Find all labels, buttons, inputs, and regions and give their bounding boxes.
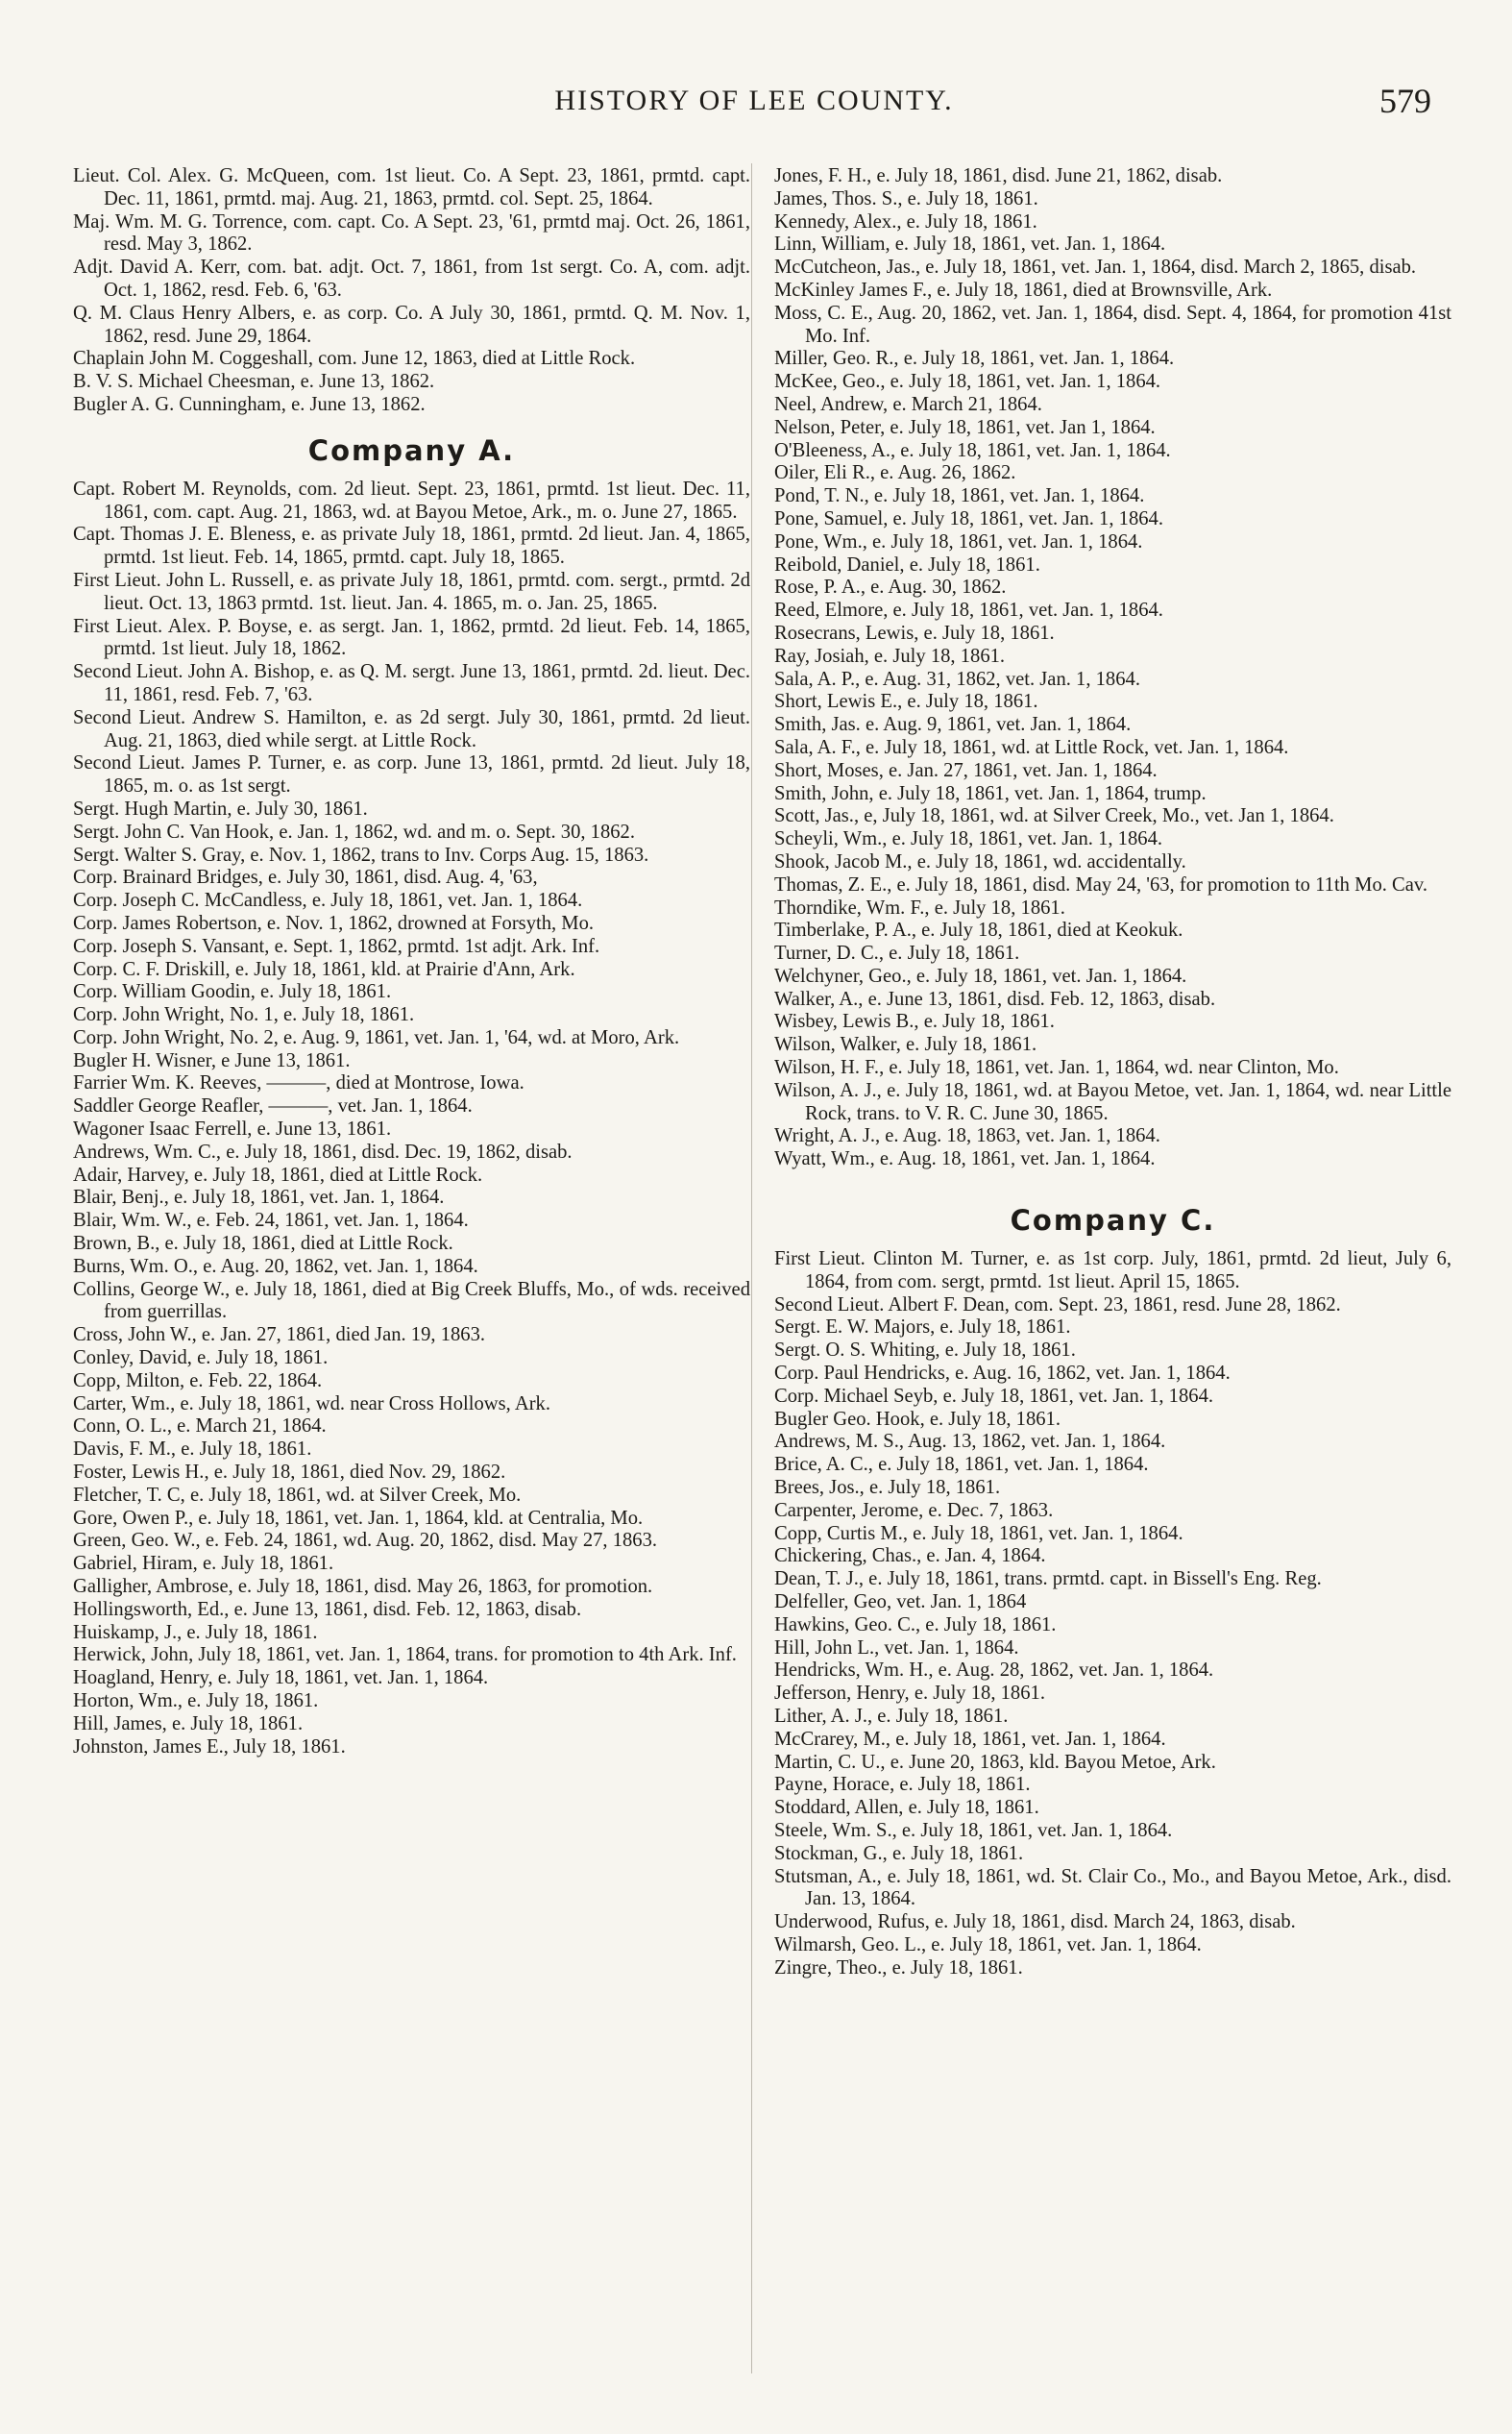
roster-entry: McCutcheon, Jas., e. July 18, 1861, vet. Jan. 1, 1864, disd. March 2, 1865, disab.: [774, 257, 1417, 279]
roster-entry: Thomas, Z. E., e. July 18, 1861, disd. May 24, '63, for promotion to 11th Mo. Cav.: [774, 873, 1428, 896]
roster-entry: Martin, C. U., e. June 20, 1863, kld. Bayou Metoe, Ark.: [774, 1751, 1216, 1773]
roster-entry: First Lieut. John L. Russell, e. as private July 18, 1861, prmtd. com. sergt., prmtd. 2d lieut. Oct. 13, 1863 prmtd. 1st. lieut. Jan. 4. 1865, m. o. Jan. 25, 1865.: [73, 569, 750, 614]
roster-entry: Reibold, Daniel, e. July 18, 1861.: [774, 553, 1040, 576]
roster-entry: Stockman, G., e. July 18, 1861.: [774, 1842, 1024, 1864]
roster-entry: Chickering, Chas., e. Jan. 4, 1864.: [774, 1545, 1046, 1567]
roster-entry: Zingre, Theo., e. July 18, 1861.: [774, 1956, 1023, 1979]
roster-entry: McCrarey, M., e. July 18, 1861, vet. Jan. 1, 1864.: [774, 1728, 1166, 1750]
running-title: HISTORY OF LEE COUNTY.: [554, 85, 954, 116]
roster-entry: Copp, Milton, e. Feb. 22, 1864.: [73, 1369, 323, 1391]
roster-entry: Welchyner, Geo., e. July 18, 1861, vet. Jan. 1, 1864.: [774, 965, 1187, 987]
roster-entry: Wright, A. J., e. Aug. 18, 1863, vet. Jan. 1, 1864.: [774, 1125, 1160, 1147]
roster-entry: Corp. William Goodin, e. July 18, 1861.: [73, 981, 392, 1003]
roster-entry: Hoagland, Henry, e. July 18, 1861, vet. Jan. 1, 1864.: [73, 1667, 489, 1689]
roster-entry: Adjt. David A. Kerr, com. bat. adjt. Oct. 7, 1861, from 1st sergt. Co. A, com. adjt. Oct. 1, 1862, resd. Feb. 6, '63.: [73, 257, 750, 301]
roster-entry: Short, Moses, e. Jan. 27, 1861, vet. Jan. 1, 1864.: [774, 759, 1158, 781]
roster-entry: First Lieut. Clinton M. Turner, e. as 1st corp. July, 1861, prmtd. 2d lieut, July 6, 1864, from com. sergt, prmtd. 1st lieut. April 15, 1865.: [774, 1248, 1451, 1292]
roster-entry: Hill, James, e. July 18, 1861.: [73, 1712, 304, 1734]
company-c-heading: Company C.: [1010, 1204, 1216, 1238]
roster-entry: Payne, Horace, e. July 18, 1861.: [774, 1774, 1031, 1796]
roster-entry: Bugler Geo. Hook, e. July 18, 1861.: [774, 1408, 1061, 1430]
roster-entry: Corp. Paul Hendricks, e. Aug. 16, 1862, vet. Jan. 1, 1864.: [774, 1363, 1231, 1385]
right-column: [774, 165, 1451, 1980]
roster-entry: Hill, John L., vet. Jan. 1, 1864.: [774, 1636, 1019, 1659]
roster-entry: Chaplain John M. Coggeshall, com. June 12, 1863, died at Little Rock.: [73, 348, 636, 370]
company-c-list: [774, 1248, 1451, 1980]
roster-entry: Shook, Jacob M., e. July 18, 1861, wd. accidentally.: [774, 850, 1186, 873]
roster-entry: Corp. John Wright, No. 1, e. July 18, 1861.: [73, 1004, 415, 1026]
roster-entry: Stutsman, A., e. July 18, 1861, wd. St. Clair Co., Mo., and Bayou Metoe, Ark., disd. Jan. 13, 1864.: [774, 1865, 1451, 1910]
roster-entry: Conn, O. L., e. March 21, 1864.: [73, 1415, 327, 1438]
roster-entry: Smith, John, e. July 18, 1861, vet. Jan. 1, 1864, trump.: [774, 782, 1207, 804]
roster-entry: Burns, Wm. O., e. Aug. 20, 1862, vet. Jan. 1, 1864.: [73, 1255, 478, 1277]
roster-entry: Cross, John W., e. Jan. 27, 1861, died Jan. 19, 1863.: [73, 1324, 486, 1346]
roster-entry: Sergt. Walter S. Gray, e. Nov. 1, 1862, trans to Inv. Corps Aug. 15, 1863.: [73, 844, 649, 866]
roster-entry: Steele, Wm. S., e. July 18, 1861, vet. Jan. 1, 1864.: [774, 1819, 1173, 1841]
roster-entry: Carpenter, Jerome, e. Dec. 7, 1863.: [774, 1499, 1054, 1521]
roster-entry: Second Lieut. Albert F. Dean, com. Sept. 23, 1861, resd. June 28, 1862.: [774, 1293, 1341, 1315]
roster-entry: Foster, Lewis H., e. July 18, 1861, died Nov. 29, 1862.: [73, 1462, 506, 1484]
roster-entry: Stoddard, Allen, e. July 18, 1861.: [774, 1797, 1039, 1819]
roster-entry: Sergt. Hugh Martin, e. July 30, 1861.: [73, 798, 368, 820]
roster-entry: Reed, Elmore, e. July 18, 1861, vet. Jan. 1, 1864.: [774, 600, 1163, 622]
roster-entry: Blair, Benj., e. July 18, 1861, vet. Jan. 1, 1864.: [73, 1187, 445, 1209]
roster-entry: Galligher, Ambrose, e. July 18, 1861, disd. May 26, 1863, for promotion.: [73, 1576, 653, 1598]
roster-entry: Rosecrans, Lewis, e. July 18, 1861.: [774, 622, 1055, 644]
roster-entry: McKinley James F., e. July 18, 1861, died at Brownsville, Ark.: [774, 279, 1273, 301]
roster-entry: Scheyli, Wm., e. July 18, 1861, vet. Jan. 1, 1864.: [774, 828, 1163, 850]
roster-entry: Brice, A. C., e. July 18, 1861, vet. Jan. 1, 1864.: [774, 1454, 1149, 1476]
roster-entry: Sergt. E. W. Majors, e. July 18, 1861.: [774, 1316, 1071, 1339]
roster-entry: Timberlake, P. A., e. July 18, 1861, died at Keokuk.: [774, 920, 1183, 942]
roster-entry: Sala, A. P., e. Aug. 31, 1862, vet. Jan. 1, 1864.: [774, 668, 1140, 690]
roster-entry: McKee, Geo., e. July 18, 1861, vet. Jan. 1, 1864.: [774, 371, 1161, 393]
page-number: 579: [1379, 82, 1431, 120]
roster-entry: Huiskamp, J., e. July 18, 1861.: [73, 1621, 318, 1643]
roster-entry: Second Lieut. James P. Turner, e. as corp. June 13, 1861, prmtd. 2d lieut. July 18, 1865, m. o. as 1st sergt.: [73, 752, 750, 798]
roster-entry: Second Lieut. Andrew S. Hamilton, e. as 2d sergt. July 30, 1861, prmtd. 2d lieut. Aug. 21, 1863, died while sergt. at Little Rock.: [73, 706, 750, 751]
roster-entry: Dean, T. J., e. July 18, 1861, trans. prmtd. capt. in Bissell's Eng. Reg.: [774, 1568, 1322, 1590]
roster-entry: Bugler A. G. Cunningham, e. June 13, 1862.: [73, 393, 426, 415]
roster-entry: Delfeller, Geo, vet. Jan. 1, 1864: [774, 1591, 1027, 1613]
roster-entry: Wyatt, Wm., e. Aug. 18, 1861, vet. Jan. 1, 1864.: [774, 1148, 1156, 1170]
roster-entry: Maj. Wm. M. G. Torrence, com. capt. Co. A Sept. 23, '61, prmtd maj. Oct. 26, 1861, resd. May 3, 1862.: [73, 210, 750, 256]
roster-entry: Johnston, James E., July 18, 1861.: [73, 1735, 346, 1758]
roster-entry: Wisbey, Lewis B., e. July 18, 1861.: [774, 1011, 1055, 1033]
roster-entry: Corp. C. F. Driskill, e. July 18, 1861, kld. at Prairie d'Ann, Ark.: [73, 958, 575, 980]
roster-entry: Wilson, A. J., e. July 18, 1861, wd. at Bayou Metoe, vet. Jan. 1, 1864, wd. near Little Rock, trans. to V. R. C. June 30, 1865.: [774, 1079, 1451, 1124]
roster-entry: Pone, Samuel, e. July 18, 1861, vet. Jan. 1, 1864.: [774, 507, 1163, 529]
roster-entry: Farrier Wm. K. Reeves, ———, died at Montrose, Iowa.: [73, 1072, 524, 1094]
company-a-list: [73, 479, 750, 1759]
company-a-heading: Company A.: [307, 433, 516, 467]
roster-entry: Smith, Jas. e. Aug. 9, 1861, vet. Jan. 1, 1864.: [774, 714, 1132, 736]
roster-entry: Pond, T. N., e. July 18, 1861, vet. Jan. 1, 1864.: [774, 485, 1145, 507]
roster-entry: Andrews, M. S., Aug. 13, 1862, vet. Jan. 1, 1864.: [774, 1431, 1166, 1453]
roster-entry: Wilson, H. F., e. July 18, 1861, vet. Jan. 1, 1864, wd. near Clinton, Mo.: [774, 1057, 1339, 1079]
roster-entry: Turner, D. C., e. July 18, 1861.: [774, 943, 1020, 965]
roster-entry: Wagoner Isaac Ferrell, e. June 13, 1861.: [73, 1119, 392, 1141]
roster-entry: Lither, A. J., e. July 18, 1861.: [774, 1706, 1009, 1727]
roster-entry: Horton, Wm., e. July 18, 1861.: [73, 1690, 319, 1711]
roster-entry: Gabriel, Hiram, e. July 18, 1861.: [73, 1553, 334, 1575]
roster-entry: Kennedy, Alex., e. July 18, 1861.: [774, 210, 1037, 233]
roster-entry: Herwick, John, July 18, 1861, vet. Jan. 1, 1864, trans. for promotion to 4th Ark. Inf.: [73, 1644, 737, 1666]
roster-entry: Scott, Jas., e, July 18, 1861, wd. at Silver Creek, Mo., vet. Jan 1, 1864.: [774, 805, 1334, 827]
roster-entry: Capt. Thomas J. E. Bleness, e. as private July 18, 1861, prmtd. 2d lieut. Jan. 4, 1865, prmtd. 1st lieut. Feb. 14, 1865, prmtd. capt. July 18, 1865.: [73, 524, 750, 569]
roster-entry: Collins, George W., e. July 18, 1861, died at Big Creek Bluffs, Mo., of wds. received from guerrillas.: [73, 1278, 750, 1323]
roster-entry: Gore, Owen P., e. July 18, 1861, vet. Jan. 1, 1864, kld. at Centralia, Mo.: [73, 1507, 644, 1529]
roster-entry: Carter, Wm., e. July 18, 1861, wd. near Cross Hollows, Ark.: [73, 1392, 550, 1414]
roster-entry: Hendricks, Wm. H., e. Aug. 28, 1862, vet. Jan. 1, 1864.: [774, 1660, 1214, 1682]
roster-entry: Sergt. John C. Van Hook, e. Jan. 1, 1862, wd. and m. o. Sept. 30, 1862.: [73, 821, 636, 843]
roster-entry: James, Thos. S., e. July 18, 1861.: [774, 187, 1038, 209]
roster-entry: O'Bleeness, A., e. July 18, 1861, vet. Jan. 1, 1864.: [774, 439, 1171, 461]
roster-entry: B. V. S. Michael Cheesman, e. June 13, 1862.: [73, 371, 435, 393]
roster-entry: First Lieut. Alex. P. Boyse, e. as sergt. Jan. 1, 1862, prmtd. 2d lieut. Feb. 14, 1865, prmtd. 1st lieut. July 18, 1862.: [73, 615, 750, 660]
roster-entry: Walker, A., e. June 13, 1861, disd. Feb. 12, 1863, disab.: [774, 988, 1216, 1010]
roster-entry: Underwood, Rufus, e. July 18, 1861, disd. March 24, 1863, disab.: [774, 1911, 1296, 1933]
roster-entry: Linn, William, e. July 18, 1861, vet. Jan. 1, 1864.: [774, 234, 1166, 256]
roster-entry: Corp. Michael Seyb, e. July 18, 1861, vet. Jan. 1, 1864.: [774, 1385, 1214, 1407]
roster-entry: Corp. Joseph C. McCandless, e. July 18, 1861, vet. Jan. 1, 1864.: [73, 890, 583, 912]
roster-entry: Blair, Wm. W., e. Feb. 24, 1861, vet. Jan. 1, 1864.: [73, 1210, 469, 1232]
roster-entry: Andrews, Wm. C., e. July 18, 1861, disd. Dec. 19, 1862, disab.: [73, 1141, 573, 1163]
roster-entry: Corp. John Wright, No. 2, e. Aug. 9, 1861, vet. Jan. 1, '64, wd. at Moro, Ark.: [73, 1026, 680, 1048]
company-a-continued-list: [774, 165, 1451, 1171]
roster-entry: Hollingsworth, Ed., e. June 13, 1861, disd. Feb. 12, 1863, disab.: [73, 1598, 582, 1620]
roster-entry: Brees, Jos., e. July 18, 1861.: [774, 1477, 1001, 1499]
roster-entry: Rose, P. A., e. Aug. 30, 1862.: [774, 577, 1007, 599]
roster-entry: Wilmarsh, Geo. L., e. July 18, 1861, vet. Jan. 1, 1864.: [774, 1933, 1202, 1955]
left-column: [73, 165, 750, 1758]
roster-entry: Second Lieut. John A. Bishop, e. as Q. M. sergt. June 13, 1861, prmtd. 2d. lieut. Dec. 11, 1861, resd. Feb. 7, '63.: [73, 661, 750, 705]
roster-entry: Copp, Curtis M., e. July 18, 1861, vet. Jan. 1, 1864.: [774, 1522, 1183, 1544]
roster-entry: Jefferson, Henry, e. July 18, 1861.: [774, 1683, 1045, 1705]
roster-entry: Neel, Andrew, e. March 21, 1864.: [774, 393, 1042, 415]
roster-entry: Q. M. Claus Henry Albers, e. as corp. Co. A July 30, 1861, prmtd. Q. M. Nov. 1, 1862, resd. June 29, 1864.: [73, 302, 750, 347]
roster-entry: Corp. Joseph S. Vansant, e. Sept. 1, 1862, prmtd. 1st adjt. Ark. Inf.: [73, 935, 600, 957]
roster-entry: Jones, F. H., e. July 18, 1861, disd. June 21, 1862, disab.: [774, 165, 1223, 186]
staff-list: [73, 165, 750, 417]
roster-entry: Corp. Brainard Bridges, e. July 30, 1861, disd. Aug. 4, '63,: [73, 867, 538, 889]
roster-entry: Green, Geo. W., e. Feb. 24, 1861, wd. Aug. 20, 1862, disd. May 27, 1863.: [73, 1530, 658, 1552]
roster-entry: Sergt. O. S. Whiting, e. July 18, 1861.: [774, 1340, 1076, 1362]
roster-entry: Pone, Wm., e. July 18, 1861, vet. Jan. 1, 1864.: [774, 530, 1143, 553]
roster-entry: Oiler, Eli R., e. Aug. 26, 1862.: [774, 462, 1016, 484]
roster-entry: Capt. Robert M. Reynolds, com. 2d lieut. Sept. 23, 1861, prmtd. 1st lieut. Dec. 11, 1861, com. capt. Aug. 21, 1863, wd. at Bayou Metoe, Ark., m. o. June 27, 1865.: [73, 478, 750, 523]
roster-entry: Sala, A. F., e. July 18, 1861, wd. at Little Rock, vet. Jan. 1, 1864.: [774, 736, 1289, 758]
roster-entry: Conley, David, e. July 18, 1861.: [73, 1347, 329, 1369]
roster-entry: Corp. James Robertson, e. Nov. 1, 1862, drowned at Forsyth, Mo.: [73, 912, 595, 934]
roster-entry: Bugler H. Wisner, e June 13, 1861.: [73, 1049, 351, 1071]
roster-entry: Wilson, Walker, e. July 18, 1861.: [774, 1034, 1037, 1056]
roster-entry: Ray, Josiah, e. July 18, 1861.: [774, 645, 1006, 667]
roster-entry: Thorndike, Wm. F., e. July 18, 1861.: [774, 897, 1065, 919]
roster-entry: Lieut. Col. Alex. G. McQueen, com. 1st lieut. Co. A Sept. 23, 1861, prmtd. capt. Dec. 11, 1861, prmtd. maj. Aug. 21, 1863, prmtd. col. Sept. 25, 1864.: [73, 165, 750, 209]
roster-entry: Saddler George Reafler, ———, vet. Jan. 1, 1864.: [73, 1095, 473, 1118]
roster-entry: Miller, Geo. R., e. July 18, 1861, vet. Jan. 1, 1864.: [774, 348, 1175, 370]
roster-entry: Adair, Harvey, e. July 18, 1861, died at Little Rock.: [73, 1164, 483, 1186]
roster-entry: Moss, C. E., Aug. 20, 1862, vet. Jan. 1, 1864, disd. Sept. 4, 1864, for promotion 41st Mo. Inf.: [774, 302, 1451, 347]
page-header: [77, 82, 1431, 127]
roster-entry: Short, Lewis E., e. July 18, 1861.: [774, 691, 1038, 713]
roster-entry: Hawkins, Geo. C., e. July 18, 1861.: [774, 1613, 1057, 1635]
roster-entry: Nelson, Peter, e. July 18, 1861, vet. Jan 1, 1864.: [774, 416, 1156, 438]
roster-entry: Brown, B., e. July 18, 1861, died at Little Rock.: [73, 1233, 453, 1255]
roster-entry: Davis, F. M., e. July 18, 1861.: [73, 1438, 312, 1461]
roster-entry: Fletcher, T. C, e. July 18, 1861, wd. at Silver Creek, Mo.: [73, 1484, 522, 1506]
column-divider: [751, 163, 752, 2373]
